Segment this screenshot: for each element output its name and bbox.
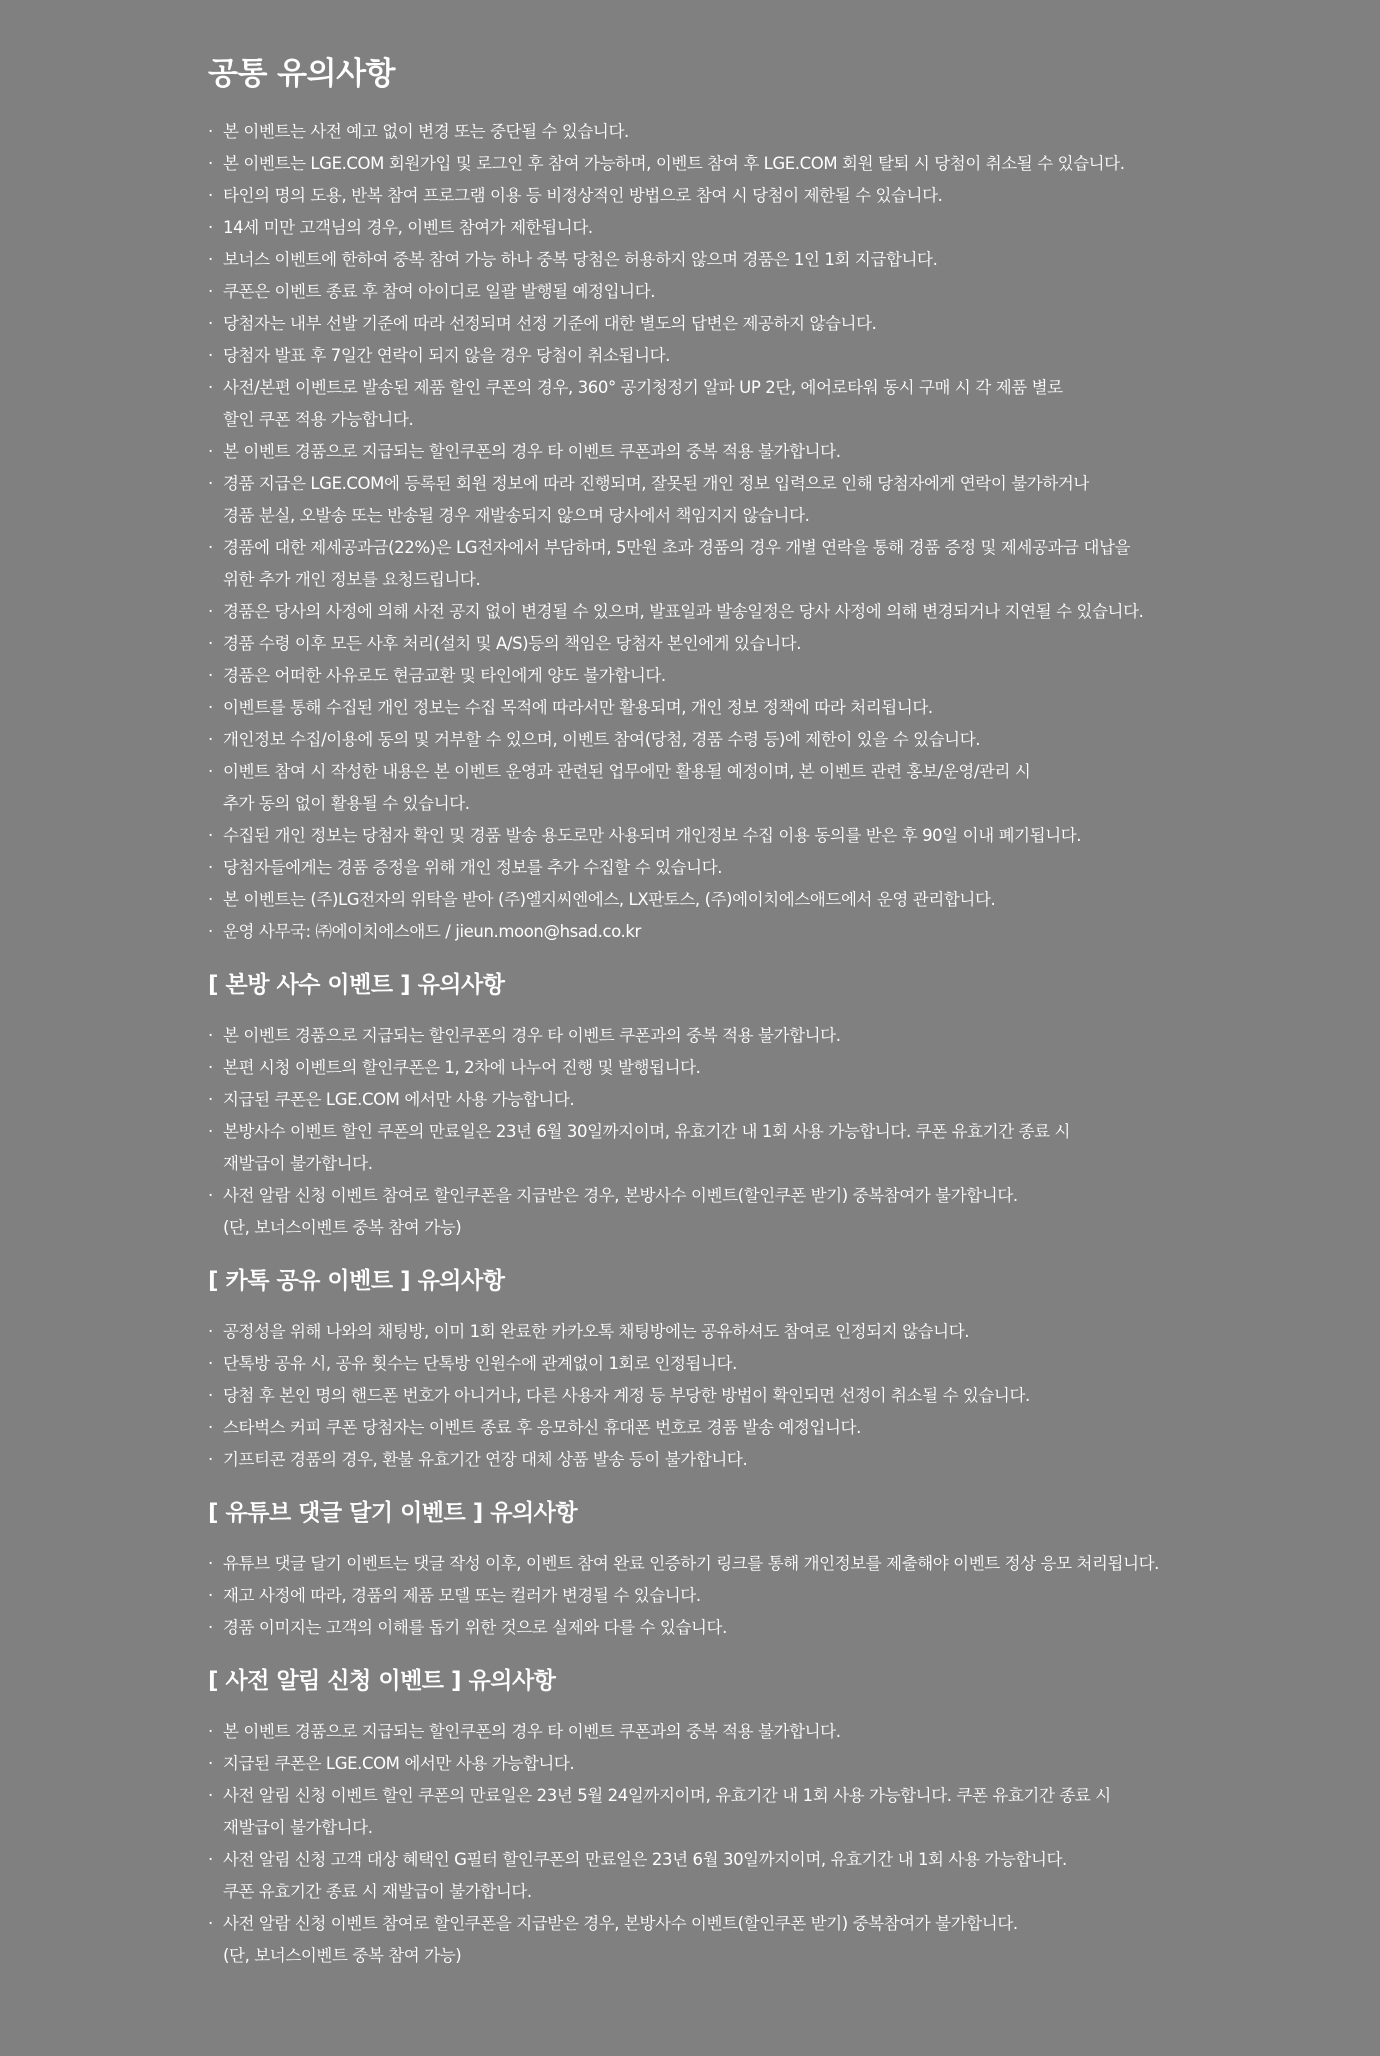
bullet-icon: · (208, 922, 213, 941)
notice-item-text: 본 이벤트는 LGE.COM 회원가입 및 로그인 후 참여 가능하며, 이벤트 참여 후 LGE.COM 회원 탈퇴 시 당첨이 취소될 수 있습니다. (223, 154, 1125, 173)
bullet-icon: · (208, 474, 213, 493)
notice-item-text: 경품 이미지는 고객의 이해를 돕기 위한 것으로 실제와 다를 수 있습니다. (223, 1618, 727, 1637)
notice-item-text: 위한 추가 개인 정보를 요청드립니다. (223, 570, 481, 589)
notice-item-text: 경품 수령 이후 모든 사후 처리(설치 및 A/S)등의 책임은 당첨자 본인에게 있습니다. (223, 634, 802, 653)
notice-item-text: 사전 알림 신청 이벤트 할인 쿠폰의 만료일은 23년 5월 24일까지이며, 유효기간 내 1회 사용 가능합니다. 쿠폰 유효기간 종료 시 (223, 1786, 1111, 1805)
notice-item-text: 공정성을 위해 나와의 채팅방, 이미 1회 완료한 카카오톡 채팅방에는 공유하셔도 참여로 인정되지 않습니다. (223, 1322, 970, 1341)
notice-item-text: (단, 보너스이벤트 중복 참여 가능) (223, 1946, 462, 1965)
bullet-icon: · (208, 858, 213, 877)
notice-item (208, 1908, 1228, 1972)
section-title: [ 카톡 공유 이벤트 ] 유의사항 (208, 1268, 505, 1294)
notice-item (208, 1380, 1228, 1412)
notice-item-text: 본편 시청 이벤트의 할인쿠폰은 1, 2차에 나누어 진행 및 발행됩니다. (223, 1058, 701, 1077)
notice-item-text: 수집된 개인 정보는 당첨자 확인 및 경품 발송 용도로만 사용되며 개인정보 수집 이용 동의를 받은 후 90일 이내 폐기됩니다. (223, 826, 1082, 845)
notice-item (208, 1780, 1228, 1844)
bullet-icon: · (208, 1058, 213, 1077)
notice-item-text: 본 이벤트는 사전 예고 없이 변경 또는 중단될 수 있습니다. (223, 122, 629, 141)
notice-item-text: 운영 사무국: ㈜에이치에스애드 / jieun.moon@hsad.co.kr (223, 922, 641, 941)
notice-item-text: 추가 동의 없이 활용될 수 있습니다. (223, 794, 470, 813)
notice-item-text: 경품은 당사의 사정에 의해 사전 공지 없이 변경될 수 있으며, 발표일과 발송일정은 당사 사정에 의해 변경되거나 지연될 수 있습니다. (223, 602, 1144, 621)
notice-item-text: 사전 알림 신청 고객 대상 혜택인 G필터 할인쿠폰의 만료일은 23년 6월 30일까지이며, 유효기간 내 1회 사용 가능합니다. (223, 1850, 1067, 1869)
bullet-icon: · (208, 282, 213, 301)
bullet-icon: · (208, 634, 213, 653)
notice-item-text: 사전 알람 신청 이벤트 참여로 할인쿠폰을 지급받은 경우, 본방사수 이벤트(할인쿠폰 받기) 중복참여가 불가합니다. (223, 1186, 1018, 1205)
bullet-icon: · (208, 154, 213, 173)
bullet-icon: · (208, 1026, 213, 1045)
notice-item-text: 사전/본편 이벤트로 발송된 제품 할인 쿠폰의 경우, 360° 공기청정기 알파 UP 2단, 에어로타워 동시 구매 시 각 제품 별로 (223, 378, 1063, 397)
bullet-icon: · (208, 730, 213, 749)
notice-list (208, 1548, 1228, 1644)
bullet-icon: · (208, 346, 213, 365)
notice-item (208, 468, 1228, 532)
notice-item-text: 당첨자 발표 후 7일간 연락이 되지 않을 경우 당첨이 취소됩니다. (223, 346, 671, 365)
notice-item (208, 884, 1228, 916)
notice-item (208, 1444, 1228, 1476)
notice-item (208, 532, 1228, 596)
notice-list (208, 1020, 1228, 1244)
bullet-icon: · (208, 442, 213, 461)
notice-item-text: 당첨자는 내부 선발 기준에 따라 선정되며 선정 기준에 대한 별도의 답변은 제공하지 않습니다. (223, 314, 877, 333)
bullet-icon: · (208, 122, 213, 141)
notice-item-text: 기프티콘 경품의 경우, 환불 유효기간 연장 대체 상품 발송 등이 불가합니다. (223, 1450, 748, 1469)
notice-item (208, 308, 1228, 340)
notice-item-text: 유튜브 댓글 달기 이벤트는 댓글 작성 이후, 이벤트 참여 완료 인증하기 링크를 통해 개인정보를 제출해야 이벤트 정상 응모 처리됩니다. (223, 1554, 1160, 1573)
notice-item (208, 820, 1228, 852)
notice-item-text: 개인정보 수집/이용에 동의 및 거부할 수 있으며, 이벤트 참여(당첨, 경품 수령 등)에 제한이 있을 수 있습니다. (223, 730, 981, 749)
bullet-icon: · (208, 250, 213, 269)
bullet-icon: · (208, 1754, 213, 1773)
notice-item (208, 1580, 1228, 1612)
bullet-icon: · (208, 666, 213, 685)
bullet-icon: · (208, 1386, 213, 1405)
notice-item-text: 지급된 쿠폰은 LGE.COM 에서만 사용 가능합니다. (223, 1090, 575, 1109)
bullet-icon: · (208, 218, 213, 237)
notice-item-text: 본방사수 이벤트 할인 쿠폰의 만료일은 23년 6월 30일까지이며, 유효기간 내 1회 사용 가능합니다. 쿠폰 유효기간 종료 시 (223, 1122, 1071, 1141)
notice-item (208, 276, 1228, 308)
notice-item-text: 지급된 쿠폰은 LGE.COM 에서만 사용 가능합니다. (223, 1754, 575, 1773)
notice-item (208, 1844, 1228, 1908)
notice-item (208, 116, 1228, 148)
bullet-icon: · (208, 1450, 213, 1469)
bullet-icon: · (208, 1586, 213, 1605)
notice-item (208, 724, 1228, 756)
notice-item-text: 당첨 후 본인 명의 핸드폰 번호가 아니거나, 다른 사용자 계정 등 부당한 방법이 확인되면 선정이 취소될 수 있습니다. (223, 1386, 1030, 1405)
bullet-icon: · (208, 1914, 213, 1933)
notice-item (208, 756, 1228, 820)
notice-item-text: 본 이벤트 경품으로 지급되는 할인쿠폰의 경우 타 이벤트 쿠폰과의 중복 적용 불가합니다. (223, 442, 841, 461)
notice-item (208, 692, 1228, 724)
notice-item-text: 할인 쿠폰 적용 가능합니다. (223, 410, 414, 429)
notice-item (208, 1548, 1228, 1580)
section-title: [ 사전 알림 신청 이벤트 ] 유의사항 (208, 1668, 556, 1694)
notice-item-text: 경품 분실, 오발송 또는 반송될 경우 재발송되지 않으며 당사에서 책임지지 않습니다. (223, 506, 810, 525)
notice-item-text: 재발급이 불가합니다. (223, 1818, 373, 1837)
bullet-icon: · (208, 1322, 213, 1341)
bullet-icon: · (208, 826, 213, 845)
notice-item-text: 쿠폰 유효기간 종료 시 재발급이 불가합니다. (223, 1882, 532, 1901)
notice-item (208, 436, 1228, 468)
notice-item (208, 1348, 1228, 1380)
section-title: [ 본방 사수 이벤트 ] 유의사항 (208, 972, 505, 998)
notice-item-text: 본 이벤트는 (주)LG전자의 위탁을 받아 (주)엘지씨엔에스, LX판토스, (주)에이치에스애드에서 운영 관리합니다. (223, 890, 996, 909)
notice-item (208, 148, 1228, 180)
notice-item (208, 212, 1228, 244)
bullet-icon: · (208, 1786, 213, 1805)
notice-item (208, 852, 1228, 884)
notice-item (208, 1316, 1228, 1348)
section-title: 공통 유의사항 (208, 56, 395, 92)
notice-item-text: 타인의 명의 도용, 반복 참여 프로그램 이용 등 비정상적인 방법으로 참여 시 당첨이 제한될 수 있습니다. (223, 186, 943, 205)
notice-item-text: 재발급이 불가합니다. (223, 1154, 373, 1173)
notice-item-text: 재고 사정에 따라, 경품의 제품 모델 또는 컬러가 변경될 수 있습니다. (223, 1586, 701, 1605)
notice-item (208, 1052, 1228, 1084)
notice-item-text: 경품에 대한 제세공과금(22%)은 LG전자에서 부담하며, 5만원 초과 경품의 경우 개별 연락을 통해 경품 증정 및 제세공과금 대납을 (223, 538, 1131, 557)
notice-item (208, 1612, 1228, 1644)
notice-item-text: 스타벅스 커피 쿠폰 당첨자는 이벤트 종료 후 응모하신 휴대폰 번호로 경품 발송 예정입니다. (223, 1418, 861, 1437)
bullet-icon: · (208, 602, 213, 621)
bullet-icon: · (208, 1554, 213, 1573)
bullet-icon: · (208, 1090, 213, 1109)
bullet-icon: · (208, 1354, 213, 1373)
bullet-icon: · (208, 1122, 213, 1141)
notice-item (208, 1716, 1228, 1748)
notice-item-text: 14세 미만 고객님의 경우, 이벤트 참여가 제한됩니다. (223, 218, 593, 237)
bullet-icon: · (208, 1722, 213, 1741)
notice-item (208, 596, 1228, 628)
notice-item-text: 이벤트 참여 시 작성한 내용은 본 이벤트 운영과 관련된 업무에만 활용될 예정이며, 본 이벤트 관련 홍보/운영/관리 시 (223, 762, 1031, 781)
bullet-icon: · (208, 186, 213, 205)
notice-item-text: 쿠폰은 이벤트 종료 후 참여 아이디로 일괄 발행될 예정입니다. (223, 282, 656, 301)
notice-item (208, 628, 1228, 660)
notice-item (208, 1748, 1228, 1780)
notice-item (208, 1180, 1228, 1244)
notice-item (208, 1116, 1228, 1180)
notice-list (208, 1716, 1228, 1972)
notice-item (208, 180, 1228, 212)
notice-item (208, 1084, 1228, 1116)
bullet-icon: · (208, 762, 213, 781)
bullet-icon: · (208, 1186, 213, 1205)
notice-item (208, 1412, 1228, 1444)
bullet-icon: · (208, 1850, 213, 1869)
notice-item (208, 372, 1228, 436)
notice-item (208, 660, 1228, 692)
notice-item (208, 244, 1228, 276)
bullet-icon: · (208, 314, 213, 333)
notice-item-text: 사전 알람 신청 이벤트 참여로 할인쿠폰을 지급받은 경우, 본방사수 이벤트(할인쿠폰 받기) 중복참여가 불가합니다. (223, 1914, 1018, 1933)
bullet-icon: · (208, 538, 213, 557)
bullet-icon: · (208, 378, 213, 397)
bullet-icon: · (208, 1418, 213, 1437)
notice-item-text: 경품 지급은 LGE.COM에 등록된 회원 정보에 따라 진행되며, 잘못된 개인 정보 입력으로 인해 당첨자에게 연락이 불가하거나 (223, 474, 1089, 493)
notice-item-text: (단, 보너스이벤트 중복 참여 가능) (223, 1218, 462, 1237)
notice-item-text: 당첨자들에게는 경품 증정을 위해 개인 정보를 추가 수집할 수 있습니다. (223, 858, 723, 877)
notice-item (208, 340, 1228, 372)
notice-list (208, 116, 1228, 948)
notice-item-text: 보너스 이벤트에 한하여 중복 참여 가능 하나 중복 당첨은 허용하지 않으며 경품은 1인 1회 지급합니다. (223, 250, 938, 269)
bullet-icon: · (208, 1618, 213, 1637)
notice-item-text: 이벤트를 통해 수집된 개인 정보는 수집 목적에 따라서만 활용되며, 개인 정보 정책에 따라 처리됩니다. (223, 698, 933, 717)
notice-list (208, 1316, 1228, 1476)
notice-item-text: 단톡방 공유 시, 공유 횟수는 단톡방 인원수에 관계없이 1회로 인정됩니다. (223, 1354, 738, 1373)
bullet-icon: · (208, 698, 213, 717)
bullet-icon: · (208, 890, 213, 909)
notice-item (208, 1020, 1228, 1052)
notice-item (208, 916, 1228, 948)
notice-item-text: 본 이벤트 경품으로 지급되는 할인쿠폰의 경우 타 이벤트 쿠폰과의 중복 적용 불가합니다. (223, 1026, 841, 1045)
section-title: [ 유튜브 댓글 달기 이벤트 ] 유의사항 (208, 1500, 578, 1526)
notice-item-text: 본 이벤트 경품으로 지급되는 할인쿠폰의 경우 타 이벤트 쿠폰과의 중복 적용 불가합니다. (223, 1722, 841, 1741)
notice-item-text: 경품은 어떠한 사유로도 현금교환 및 타인에게 양도 불가합니다. (223, 666, 666, 685)
